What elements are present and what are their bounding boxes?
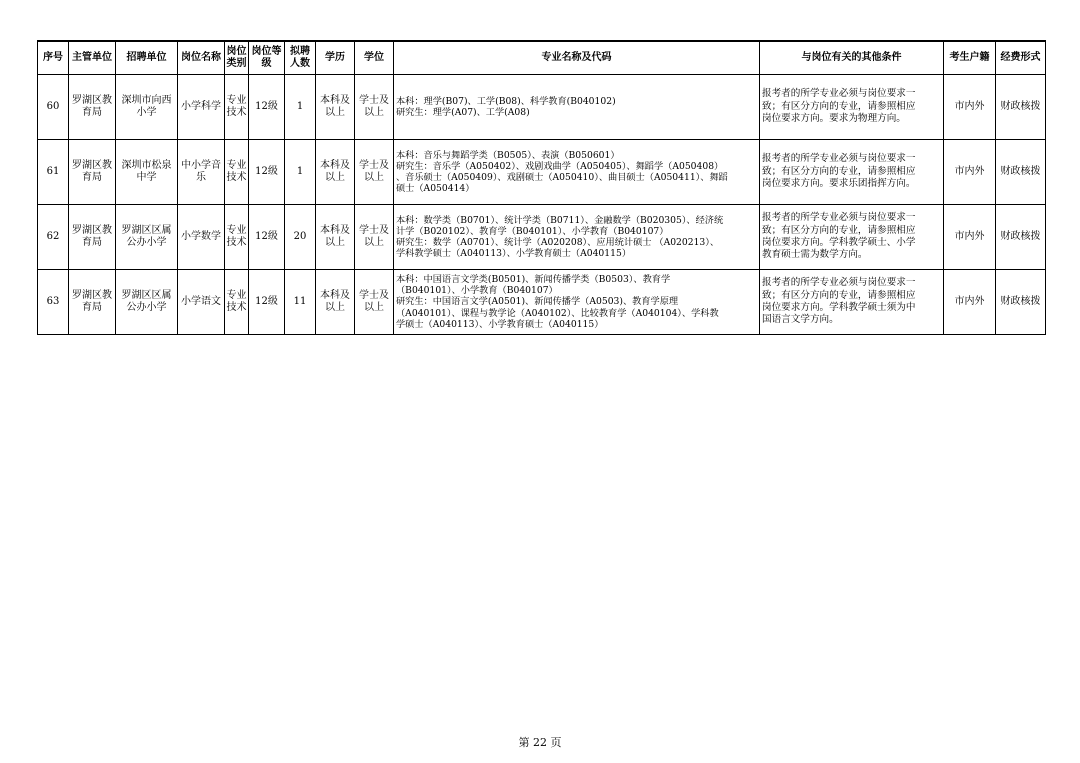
cell-hukou: 市内外 — [944, 140, 996, 205]
cell-dept: 罗湖区教育局 — [69, 270, 116, 335]
major-line: 研究生：音乐学（A050402）、戏剧戏曲学（A050405）、舞蹈学（A050408） — [396, 160, 724, 172]
cell-degree: 学士及以上 — [355, 270, 394, 335]
cell-cat: 专业技术 — [225, 270, 249, 335]
cell-post: 小学科学 — [178, 75, 225, 140]
cell-major — [394, 140, 760, 205]
cell-edu: 本科及以上 — [316, 205, 355, 270]
major-line: （A040101）、课程与教学论（A040102）、比较教育学（A040104）、学科教 — [396, 307, 719, 319]
cell-num: 11 — [285, 270, 316, 335]
table-header-row — [38, 41, 1046, 75]
cell-no: 63 — [38, 270, 69, 335]
cell-major — [394, 205, 760, 270]
major-line: 研究生：中国语言文学(A0501)、新闻传播学（A0503)、教育学原理 — [396, 296, 679, 308]
cell-unit: 深圳市松泉中学 — [116, 140, 178, 205]
cell-post: 小学语文 — [178, 270, 225, 335]
cell-num: 20 — [285, 205, 316, 270]
cell-hukou: 市内外 — [944, 75, 996, 140]
major-line: 本科：音乐与舞蹈学类（B0505）、表演（B050601） — [396, 149, 620, 161]
major-line: 、音乐硕士（A050409）、戏剧硕士（A050410）、曲目硕士（A050411）、舞蹈 — [396, 172, 728, 183]
table-row — [38, 270, 1046, 335]
cell-cond — [760, 205, 944, 270]
cond-line: 致；有区分方向的专业，请参照相应 — [762, 165, 916, 177]
cond-line: 岗位要求方向。要求乐团指挥方向。 — [762, 178, 916, 190]
column-header-hukou: 考生户籍 — [944, 41, 996, 75]
cell-cat: 专业技术 — [225, 205, 249, 270]
cell-fund: 财政核拨 — [996, 270, 1046, 335]
major-line: （B040101）、小学教育（B040107） — [396, 285, 558, 297]
cond-line: 教育硕士需为数学方向。 — [762, 249, 868, 261]
cond-line: 岗位要求方向。学科教学硕士须为中 — [762, 302, 916, 313]
cell-post: 中小学音乐 — [178, 140, 225, 205]
cond-line: 国语言文学方向。 — [762, 314, 839, 326]
cond-line: 报考者的所学专业必须与岗位要求一 — [762, 88, 916, 100]
table-row — [38, 205, 1046, 270]
column-header-post: 岗位名称 — [178, 41, 225, 75]
cell-fund: 财政核拨 — [996, 75, 1046, 140]
cell-cond — [760, 140, 944, 205]
cond-line: 致；有区分方向的专业，请参照相应 — [762, 224, 916, 236]
column-header-cond: 与岗位有关的其他条件 — [760, 41, 944, 75]
column-header-degree: 学位 — [355, 41, 394, 75]
column-header-major: 专业名称及代码 — [394, 41, 760, 75]
table-row — [38, 75, 1046, 140]
cell-edu: 本科及以上 — [316, 75, 355, 140]
cell-cat: 专业技术 — [225, 140, 249, 205]
cell-cond — [760, 270, 944, 335]
page-number: 第 22 页 — [518, 736, 562, 749]
cell-hukou: 市内外 — [944, 205, 996, 270]
major-line: 本科：中国语言文学类(B0501)、新闻传播学类（B0503）、教育学 — [396, 273, 671, 285]
cell-edu: 本科及以上 — [316, 270, 355, 335]
column-header-no: 序号 — [38, 41, 69, 75]
cell-unit: 罗湖区区属公办小学 — [116, 270, 178, 335]
cond-line: 致；有区分方向的专业，请参照相应 — [762, 289, 916, 301]
cell-no: 60 — [38, 75, 69, 140]
cell-grade: 12级 — [249, 205, 285, 270]
cell-dept: 罗湖区教育局 — [69, 140, 116, 205]
cell-major — [394, 75, 760, 140]
cond-line: 报考者的所学专业必须与岗位要求一 — [762, 212, 916, 224]
cond-line: 致；有区分方向的专业，请参照相应 — [762, 100, 916, 112]
cell-no: 61 — [38, 140, 69, 205]
column-header-num: 拟聘人数 — [285, 41, 316, 75]
cell-unit: 深圳市向西小学 — [116, 75, 178, 140]
cell-degree: 学士及以上 — [355, 140, 394, 205]
column-header-unit: 招聘单位 — [116, 41, 178, 75]
cell-dept: 罗湖区教育局 — [69, 205, 116, 270]
column-header-cat: 岗位类别 — [225, 41, 249, 75]
major-line: 研究生：数学（A0701）、统计学（A020208）、应用统计硕士 （A020213）、 — [396, 237, 720, 248]
column-header-edu: 学历 — [316, 41, 355, 75]
table-row — [38, 140, 1046, 205]
cell-grade: 12级 — [249, 140, 285, 205]
column-header-fund: 经费形式 — [996, 41, 1046, 75]
cell-cat: 专业技术 — [225, 75, 249, 140]
cell-fund: 财政核拨 — [996, 205, 1046, 270]
cell-hukou: 市内外 — [944, 270, 996, 335]
cell-num: 1 — [285, 140, 316, 205]
recruitment-table-sheet — [37, 40, 1045, 335]
cell-no: 62 — [38, 205, 69, 270]
major-line: 学科教学硕士（A040113）、小学教育硕士（A040115） — [396, 248, 632, 260]
cond-line: 报考者的所学专业必须与岗位要求一 — [762, 153, 916, 165]
cond-line: 报考者的所学专业必须与岗位要求一 — [762, 277, 916, 289]
cell-grade: 12级 — [249, 270, 285, 335]
cond-line: 岗位要求方向。学科教学硕士、小学 — [762, 237, 916, 248]
cond-line: 岗位要求方向。要求为物理方向。 — [762, 113, 906, 125]
table-body — [38, 75, 1046, 335]
major-line: 计学（B020102）、教育学（B040101）、小学教育（B040107） — [396, 225, 669, 237]
cell-major — [394, 270, 760, 335]
cell-degree: 学士及以上 — [355, 205, 394, 270]
cell-fund: 财政核拨 — [996, 140, 1046, 205]
cell-dept: 罗湖区教育局 — [69, 75, 116, 140]
cell-grade: 12级 — [249, 75, 285, 140]
major-line: 硕士（A050414） — [396, 183, 475, 195]
column-header-grade: 岗位等级 — [249, 41, 285, 75]
column-header-dept: 主管单位 — [69, 41, 116, 75]
major-line: 本科：理学(B07)、工学(B08)、科学教育(B040102) — [396, 95, 616, 107]
major-line: 学硕士（A040113）、小学教育硕士（A040115） — [396, 318, 604, 330]
recruitment-table — [37, 40, 1046, 335]
cell-edu: 本科及以上 — [316, 140, 355, 205]
cell-degree: 学士及以上 — [355, 75, 394, 140]
cell-num: 1 — [285, 75, 316, 140]
major-line: 研究生：理学(A07)、工学(A08) — [396, 107, 530, 118]
major-line: 本科：数学类（B0701）、统计学类（B0711）、金融数学（B020305）、经济统 — [396, 214, 724, 226]
cell-post: 小学数学 — [178, 205, 225, 270]
cell-cond — [760, 75, 944, 140]
cell-unit: 罗湖区区属公办小学 — [116, 205, 178, 270]
